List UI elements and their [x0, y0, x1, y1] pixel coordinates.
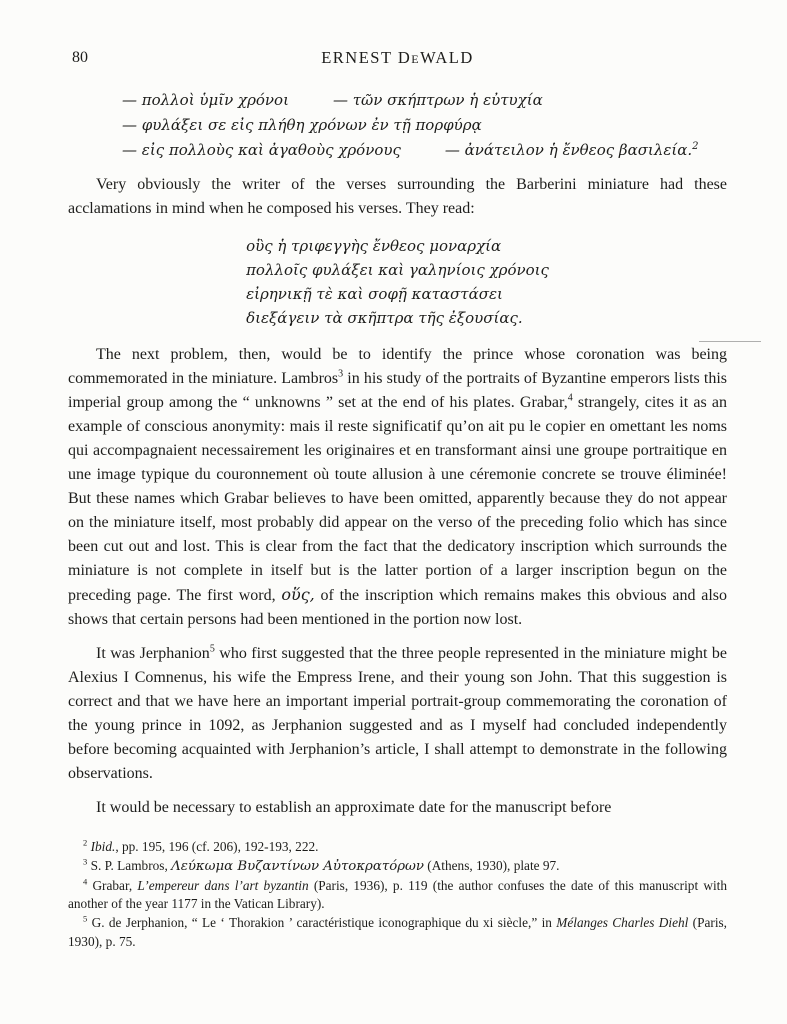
paragraph-intro: Very obviously the writer of the verses surrounding the Barberini miniature had these acclamations in mind when he composed his verses. They read:: [68, 176, 727, 217]
scan-artifact-line: [699, 341, 761, 342]
acclamation-3b: — ἀνάτειλον ἡ ἔνθεος βασιλεία.: [444, 141, 693, 159]
footnote-ref-4: 4: [567, 392, 573, 404]
acclamation-line-2: [122, 113, 727, 138]
footnote-3-tail: (Athens, 1930), plate 97.: [423, 857, 560, 873]
footnote-ref-2: 2: [692, 141, 699, 152]
footnote-5-lead: G. de Jerphanion, “ Le ‘ Thorakion ’ caractéristique iconographique du xi siècle,” in: [87, 915, 557, 931]
footnote-4-tail: (Paris, 1936), p. 119 (the author confuses the date of this manuscript with another of the year 1177 in the Vatican Library).: [68, 877, 727, 912]
footnote-3-greek-title: Λεύκωμα Βυζαντίνων Αὐτοκρατόρων: [171, 858, 424, 874]
footnote-4-marker: 4: [83, 876, 88, 887]
text-run: The next problem, then, would be to identify the prince whose coronation was being commemorated in the miniature. Lambros: [68, 346, 727, 387]
text-run: of the inscription which remains makes this obvious and also shows that certain persons had been mentioned in the portion now lost.: [68, 587, 727, 628]
greek-word-ous: οὕς,: [281, 585, 315, 604]
text-run: strangely, cites it as an example of conscious anonymity: mais il reste significatif qu’on ait pu le copier en omettant les noms qui accompagnaient necessairement les originaires et en transformant ainsi une groupe portraitique en une image typique du couronnement où toute allusion à une céremonie concrete se trouve éliminée! But these names which Grabar believes to have been omitted, apparently because they do not appear on the miniature itself, most probably did appear on the verso of the preceding folio which has since been cut out and lost. This is clear from the fact that the dedicatory inscription which surrounds the miniature is not complete in itself but is the latter portion of a larger inscription begun on the preceding page. The first word,: [68, 394, 728, 604]
footnote-3-lead: S. P. Lambros,: [87, 857, 172, 873]
text-run: who first suggested that the three people represented in the miniature might be Alexius I Comnenus, his wife the Empress Irene, and their young son John. That this suggestion is correct and that we have here an important imperial portrait-group commemorating the coronation of the young prince in 1092, as Jerphanion suggested and as I myself had concluded independently before becoming acquainted with Jerphanion’s article, I shall attempt to demonstrate in the following observations.: [68, 645, 728, 782]
footnote-5: [68, 914, 727, 952]
footnote-5-marker: 5: [83, 913, 88, 924]
footnotes-block: [68, 838, 727, 952]
acclamation-line-3: [122, 138, 727, 163]
paragraph-date-lead: It would be necessary to establish an approximate date for the manuscript before: [96, 799, 612, 816]
footnote-2-marker: 2: [83, 837, 88, 848]
footnote-5-tail: (Paris, 1930), p. 75.: [68, 915, 728, 949]
footnote-4: [68, 877, 727, 915]
running-title: ERNEST DeWALD: [321, 48, 474, 67]
greek-acclamations-block: [122, 88, 727, 163]
paragraph-identification: [68, 343, 727, 632]
page-header: [68, 46, 727, 70]
footnote-ref-5: 5: [209, 643, 215, 655]
footnote-2-title: Ibid.: [90, 839, 116, 854]
footnote-5-title: Mélanges Charles Diehl: [556, 915, 689, 931]
verse-line-2: πολλοῖς φυλάξει καὶ γαληνίοις χρόνοις: [246, 261, 549, 279]
footnote-3: [68, 857, 727, 877]
footnote-2: [68, 838, 727, 857]
greek-dedicatory-verses: [246, 234, 549, 330]
footnote-ref-3: 3: [338, 368, 344, 380]
acclamation-3a: — εἰς πολλοὺς καὶ ἀγαθοὺς χρόνους: [122, 141, 401, 159]
footnote-4-lead: Grabar,: [87, 877, 138, 893]
acclamation-2: — φυλάξει σε εἰς πλήθη χρόνων ἐν τῇ πορφύρᾳ: [122, 116, 482, 134]
footnote-4-title: L’empereur dans l’art byzantin: [137, 877, 309, 893]
paragraph-jerphanion: [68, 642, 727, 786]
page-number: 80: [72, 49, 88, 66]
footnote-3-marker: 3: [83, 856, 88, 867]
verse-line-4: διεξάγειν τὰ σκῆπτρα τῆς ἐξουσίας.: [246, 309, 523, 327]
acclamation-1a: — πολλοὶ ὑμῖν χρόνοι: [122, 91, 289, 109]
verse-line-3: εἰρηνικῇ τὲ καὶ σοφῇ καταστάσει: [246, 285, 503, 303]
acclamation-1b: — τῶν σκήπτρων ἡ εὐτυχία: [332, 91, 543, 109]
text-run: It was Jerphanion: [96, 645, 210, 662]
footnote-2-tail: , pp. 195, 196 (cf. 206), 192-193, 222.: [115, 839, 319, 854]
verse-line-1: οὓς ἡ τριφεγγὴς ἔνθεος μοναρχία: [246, 237, 502, 255]
text-run: in his study of the portraits of Byzantine emperors lists this imperial group among the “ unknowns ” set at the end of his plates. Grabar,: [68, 370, 727, 411]
acclamation-line-1: [122, 88, 727, 113]
